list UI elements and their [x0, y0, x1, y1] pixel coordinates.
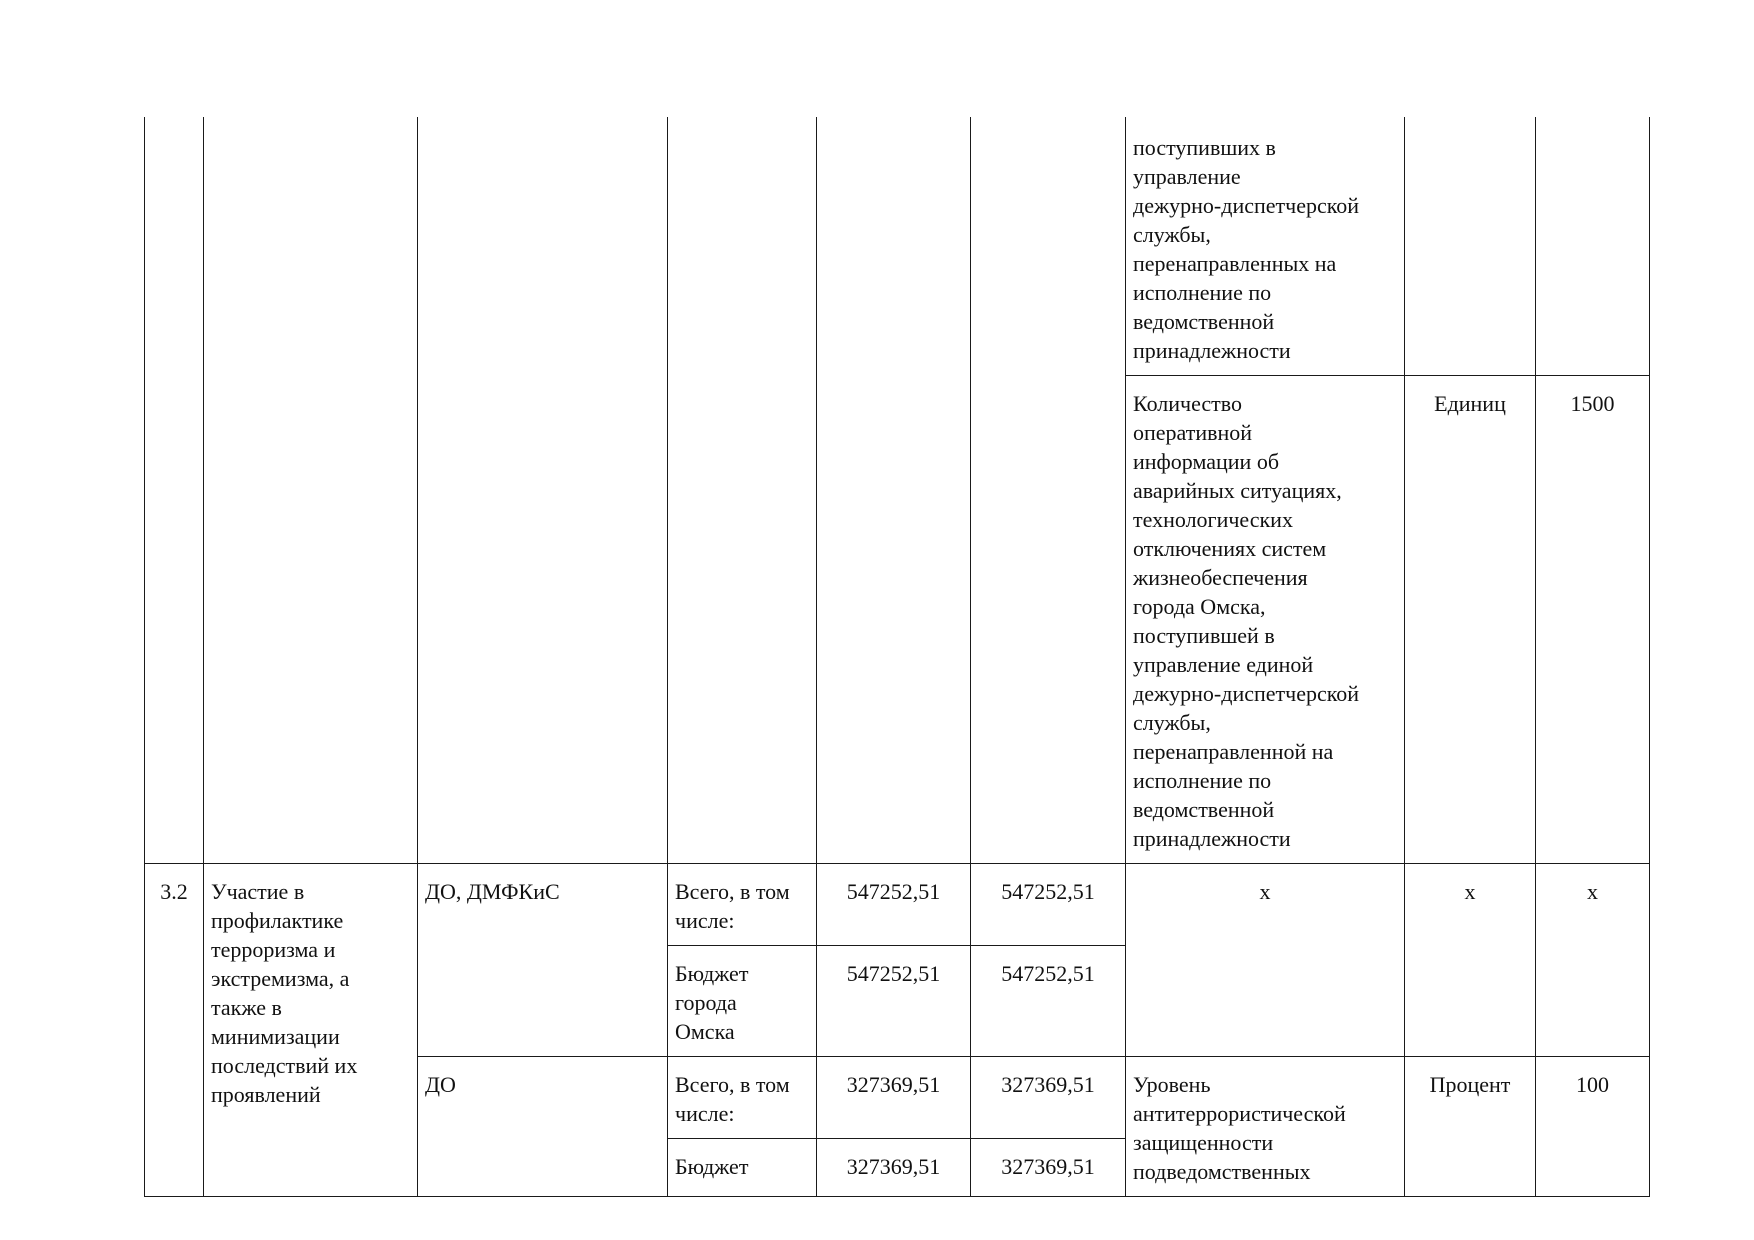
row-3-2-total-1 — [145, 864, 1650, 946]
indicator-value-3: 100 — [1536, 1057, 1650, 1197]
budget-a-1: 547252,51 — [817, 946, 971, 1057]
program-table — [144, 117, 1650, 1197]
budget-a-2: 327369,51 — [817, 1139, 971, 1197]
indicator-unit-3: Процент — [1405, 1057, 1536, 1197]
source-budget-2: Бюджет — [668, 1139, 817, 1197]
row-name: Участие в профилактике терроризма и экстремизма, а также в минимизации последствий их проявлений — [204, 864, 418, 1197]
total-b-1: 547252,51 — [971, 864, 1126, 946]
source-total-1: Всего, в том числе: — [668, 864, 817, 946]
indicator-text-2: Количество оперативной информации об аварийных ситуациях, технологических отключениях систем жизнеобеспечения города Омска, поступившей в управление единой дежурно-диспетчерской службы, перенаправленной на исполнение по ведомственной принадлежности — [1126, 376, 1405, 864]
total-b-2: 327369,51 — [971, 1057, 1126, 1139]
indicator-text-3: Уровень антитеррористической защищенности подведомственных — [1126, 1057, 1405, 1197]
indicator-text-1: поступивших в управление дежурно-диспетчерской службы, перенаправленных на исполнение по ведомственной принадлежности — [1126, 117, 1405, 376]
total-a-2: 327369,51 — [817, 1057, 971, 1139]
source-total-2: Всего, в том числе: — [668, 1057, 817, 1139]
cell-amount-b-continued — [971, 117, 1126, 864]
cell-number-continued — [145, 117, 204, 864]
value-x: х — [1536, 864, 1650, 1057]
cell-executor-continued — [418, 117, 668, 864]
executor-1: ДО, ДМФКиС — [418, 864, 668, 1057]
cell-source-continued — [668, 117, 817, 864]
continuation-row-1 — [145, 117, 1650, 376]
cell-amount-a-continued — [817, 117, 971, 864]
budget-b-2: 327369,51 — [971, 1139, 1126, 1197]
indicator-x: х — [1126, 864, 1405, 1057]
indicator-value-2: 1500 — [1536, 376, 1650, 864]
row-number: 3.2 — [145, 864, 204, 1197]
unit-x: х — [1405, 864, 1536, 1057]
source-budget-1: Бюджет города Омска — [668, 946, 817, 1057]
budget-b-1: 547252,51 — [971, 946, 1126, 1057]
indicator-value-1 — [1536, 117, 1650, 376]
indicator-unit-2: Единиц — [1405, 376, 1536, 864]
cell-name-continued — [204, 117, 418, 864]
total-a-1: 547252,51 — [817, 864, 971, 946]
executor-2: ДО — [418, 1057, 668, 1197]
indicator-unit-1 — [1405, 117, 1536, 376]
